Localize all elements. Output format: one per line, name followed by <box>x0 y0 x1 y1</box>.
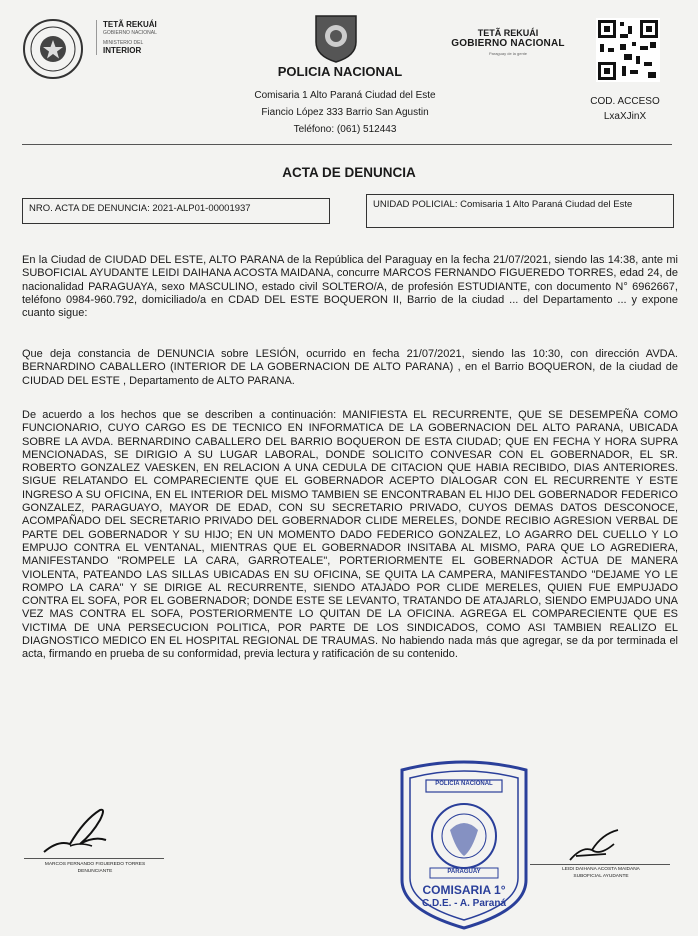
gobierno-line2: GOBIERNO NACIONAL <box>451 38 565 49</box>
police-badge-icon <box>312 12 360 64</box>
access-code-label: COD. ACCESO <box>590 96 660 107</box>
ministry-line2: GOBIERNO NACIONAL <box>103 30 157 36</box>
right-signer-role: SUBOFICIAL AYUDANTE <box>573 874 629 879</box>
access-code-value: LxaXJinX <box>603 111 647 122</box>
left-signature-line <box>24 858 164 859</box>
acta-number-box: NRO. ACTA DE DENUNCIA: 2021-ALP01-00001937 <box>22 198 330 224</box>
address-line-3: Teléfono: (061) 512443 <box>293 124 397 135</box>
ministry-logo <box>96 20 193 55</box>
ministry-line4: INTERIOR <box>103 46 142 55</box>
ministry-line1: TETÃ REKUÁI <box>103 20 157 29</box>
complaint-paragraph: Que deja constancia de DENUNCIA sobre LESIÓN, ocurrido en fecha 21/07/2021, siendo las 10:30, con dirección AVDA. BERNARDINO CABALLERO (INTERIOR DE LA GOBERNACION DE ALTO PARANA) , en el Barrio BOQUERON, de la ciudad de CIUDAD DEL ESTE , Departamento de ALTO PARANA. <box>22 348 678 387</box>
stamp-top-text: POLICIA NACIONAL <box>435 781 493 787</box>
intro-paragraph: En la Ciudad de CIUDAD DEL ESTE, ALTO PARANA de la República del Paraguay en la fecha 21/07/2021, siendo las 14:38, ante mi SUBOFICIAL AYUDANTE LEIDI DAIHANA ACOSTA MAIDANA, concurre MARCOS FERNANDO FIGUEREDO TORRES, edad 24, de nacionalidad PARAGUAYA, sexo MASCULINO, estado civil SOLTERO/A, de profesión ESTUDIANTE, con documento N° 6962667, teléfono 0984-960.792, domiciliado/a en CDAD DEL ESTE BOQUERON II, Barrio de la ciudad ... del Departamento ... y expone cuanto sigue: <box>22 254 678 320</box>
police-unit-box: UNIDAD POLICIAL: Comisaria 1 Alto Paraná Ciudad del Este <box>366 194 674 228</box>
left-signer-role: DENUNCIANTE <box>77 869 113 874</box>
gobierno-line1: TETÃ REKUÁI <box>477 28 539 38</box>
national-seal-icon <box>22 18 84 80</box>
ministry-line3: MINISTERIO DEL <box>103 40 144 46</box>
header-divider <box>22 144 672 145</box>
document-title: ACTA DE DENUNCIA <box>282 165 416 180</box>
left-signature-icon <box>40 800 120 860</box>
stamp-line1: COMISARIA 1° <box>422 883 506 897</box>
access-code <box>570 94 680 124</box>
right-signature-icon <box>566 826 626 866</box>
stamp-band-text: PARAGUAY <box>447 869 481 875</box>
gobierno-logo <box>438 28 578 56</box>
address-line-2: Fiancio López 333 Barrio San Agustin <box>261 107 429 118</box>
gobierno-line3: Paraguay de la gente <box>488 51 528 56</box>
document-header <box>0 0 698 150</box>
left-signature-block <box>20 861 170 875</box>
facts-paragraph: De acuerdo a los hechos que se describen a continuación: MANIFIESTA EL RECURRENTE, QUE SE DESEMPEÑA COMO FUNCIONARIO, CUYO CARGO ES DE TECNICO EN INFORMATICA DE LA GOBERNACION DEL ALTO PARANA, UBICADA SOBRE LA AVDA. BERNARDINO CABALLERO DEL BARRIO BOQUERON DE ESTA CIUDAD; QUE EN FECHA Y HORA SUPRA MENCIONADAS, SE DIRIGIO A SU LUGAR LABORAL, DONDE SOLICITO CONVESAR CON EL GOBERNADOR, EL SR. ROBERTO GONZALEZ VAESKEN, EN RELACION A UNA CEDULA DE CITACION QUE HABIA RECIBIDO, DIAS ANTERIORES. SIGUE RELATANDO EL COMPARECIENTE QUE EL GOBERNADOR ACEPTO DIALOGAR CON EL RECURRENTE Y ESTE INGRESO A SU OFICINA, EN EL INTERIOR DEL MISMO TAMBIEN SE ENCONTRABAN EL HIJO DEL GOBERNADOR FEDERICO GONZALEZ, PARAGUAYO, MAYOR DE EDAD, CON SU SECRETARIO PRIVADO, CUYOS DEMAS DATOS DESCONOCE, ACOMPAÑADO DEL SECRETARIO PRIVADO DEL GOBERNADOR CLIDE MERELES, DONDE RECIBIO AGRESION VERBAL DE PARTE DEL GOBERNADOR Y SU HIJO; EN UN MOMENTO DADO FEDERICO GONZALEZ, LO AGARRO DEL CUELLO Y LO EMPUJO CONTRA EL VENTANAL, MIENTRAS QUE EL GOBERNADOR INSITABA AL MISMO, PARA QUE LO AGREDIERA, MANIFESTANDO "ROMPELE LA CARA, GARROTEALE", PORTERIORMENTE EL GOBERNADOR ACTUA DE MANERA VIOLENTA, PATEANDO LAS SILLAS UBICADAS EN SU OFICINA, SE QUITA LA CAMPERA, MANIFESTANDO "DEJAME YO LE ROMPO LA CARA" Y SE DIRIGE AL RECURRENTE, SIENDO ATAJADO POR CLIDE MERELES, QUIEN FUE EMPUJADO CONTRA EL SOFA, POR EL GOBERNADOR; DONDE ESTE SE LEVANTO, TRATANDO DE ATAJARLO, SIENDO EMPUJADO UNA VEZ MAS CONTRA EL SOFA, POSTERIORMENTE LO QUITAN DE LA OFICINA. AGREGA EL COMPARECIENTE QUE ES VICTIMA DE UNA PERSECUCION POLITICA, POR PARTE DE LOS SINDICADOS, COMO ASI TAMBIEN REALIZO EL DIAGNOSTICO MEDICO EN EL HOSPITAL REGIONAL DE TRAUMAS. No habiendo nada más que agregar, se da por terminada el acta, firmando en prueba de su conformidad, previa lectura y ratificación de su contenido. <box>22 409 678 661</box>
stamp-line2: C.D.E. - A. Paraná <box>421 898 507 909</box>
left-signer-name: MARCOS FERNANDO FIGUEREDO TORRES <box>44 862 146 867</box>
right-signature-block <box>526 866 676 880</box>
police-title: POLICIA NACIONAL <box>277 64 403 79</box>
right-signature-line <box>530 864 670 865</box>
qr-code-icon <box>596 18 660 82</box>
address-line-1: Comisaria 1 Alto Paraná Ciudad del Este <box>254 90 436 101</box>
right-signer-name: LEIDI DAIHANA ACOSTA MAIDANA <box>562 867 640 872</box>
